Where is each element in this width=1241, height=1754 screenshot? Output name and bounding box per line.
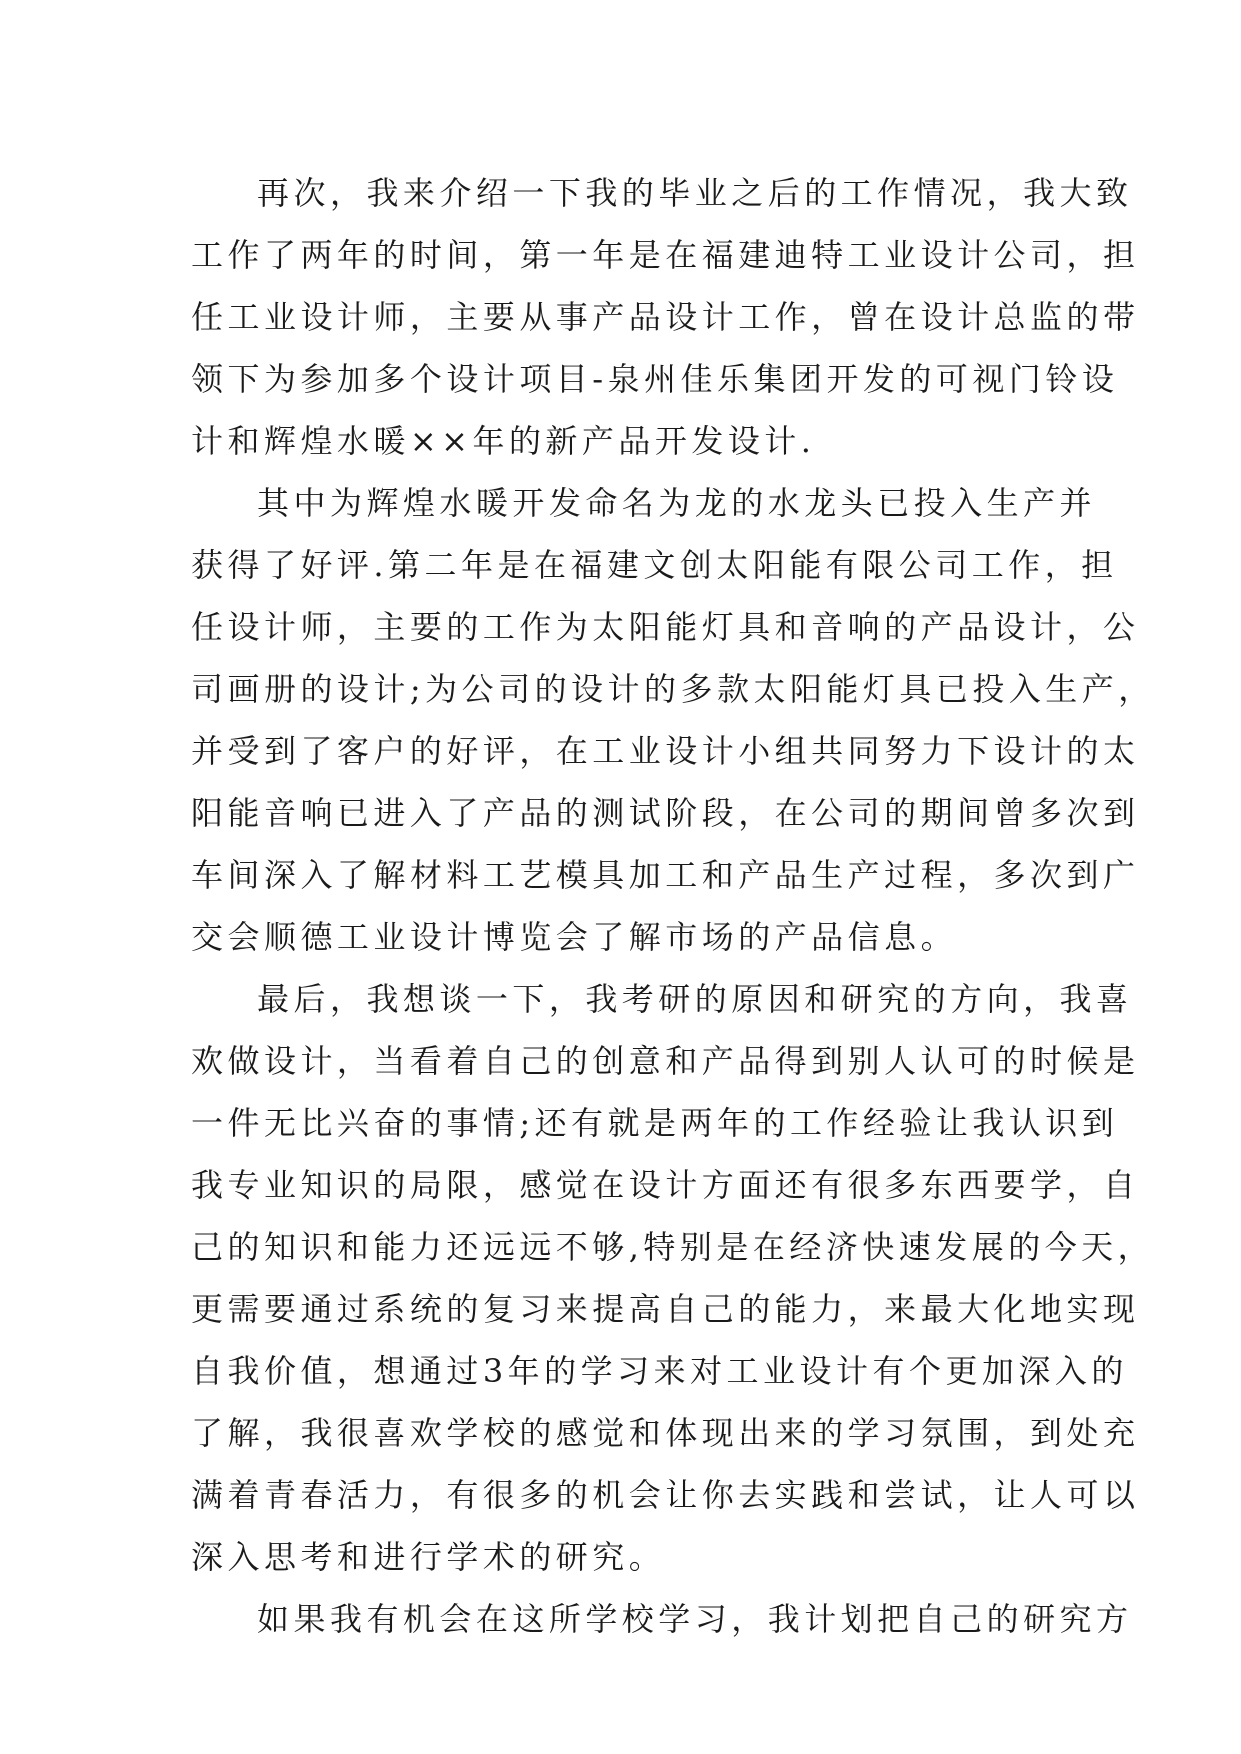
paragraph-3-line-1: 最后，我想谈一下，我考研的原因和研究的方向，我喜 <box>257 980 1133 1018</box>
paragraph-3-line-7: 自我价值，想通过3年的学习来对工业设计有个更加深入的 <box>191 1352 1128 1390</box>
paragraph-3-line-9: 满着青春活力，有很多的机会让你去实践和尝试，让人可以 <box>191 1476 1140 1514</box>
paragraph-3-line-5: 己的知识和能力还远远不够,特别是在经济快速发展的今天， <box>191 1228 1155 1266</box>
paragraph-2-line-3: 任设计师，主要的工作为太阳能灯具和音响的产品设计，公 <box>191 608 1140 646</box>
paragraph-3-line-10: 深入思考和进行学术的研究。 <box>191 1538 666 1576</box>
paragraph-2-line-7: 车间深入了解材料工艺模具加工和产品生产过程，多次到广 <box>191 856 1140 894</box>
paragraph-2-line-8: 交会顺德工业设计博览会了解市场的产品信息。 <box>191 918 958 956</box>
paragraph-2-line-4: 司画册的设计;为公司的设计的多款太阳能灯具已投入生产， <box>191 670 1155 708</box>
document-body <box>191 162 1155 1650</box>
paragraph-2-line-6: 阳能音响已进入了产品的测试阶段，在公司的期间曾多次到 <box>191 794 1140 832</box>
paragraph-1-line-5: 计和辉煌水暖××年的新产品开发设计. <box>191 422 816 460</box>
paragraph-2-line-1: 其中为辉煌水暖开发命名为龙的水龙头已投入生产并 <box>257 484 1097 522</box>
paragraph-2-line-2: 获得了好评.第二年是在福建文创太阳能有限公司工作，担 <box>191 546 1118 584</box>
paragraph-1-line-2: 工作了两年的时间，第一年是在福建迪特工业设计公司，担 <box>191 236 1140 274</box>
paragraph-1-line-1: 再次，我来介绍一下我的毕业之后的工作情况，我大致 <box>257 174 1133 212</box>
paragraph-1-line-4: 领下为参加多个设计项目-泉州佳乐集团开发的可视门铃设 <box>191 360 1119 398</box>
paragraph-3-line-6: 更需要通过系统的复习来提高自己的能力，来最大化地实现 <box>191 1290 1140 1328</box>
paragraph-2-line-5: 并受到了客户的好评，在工业设计小组共同努力下设计的太 <box>191 732 1140 770</box>
paragraph-3-line-2: 欢做设计，当看着自己的创意和产品得到别人认可的时候是 <box>191 1042 1140 1080</box>
paragraph-3-line-8: 了解，我很喜欢学校的感觉和体现出来的学习氛围，到处充 <box>191 1414 1140 1452</box>
paragraph-3-line-3: 一件无比兴奋的事情;还有就是两年的工作经验让我认识到 <box>191 1104 1119 1142</box>
paragraph-4-line-1: 如果我有机会在这所学校学习，我计划把自己的研究方 <box>257 1600 1133 1638</box>
paragraph-3-line-4: 我专业知识的局限，感觉在设计方面还有很多东西要学，自 <box>191 1166 1140 1204</box>
paragraph-1-line-3: 任工业设计师，主要从事产品设计工作，曾在设计总监的带 <box>191 298 1140 336</box>
